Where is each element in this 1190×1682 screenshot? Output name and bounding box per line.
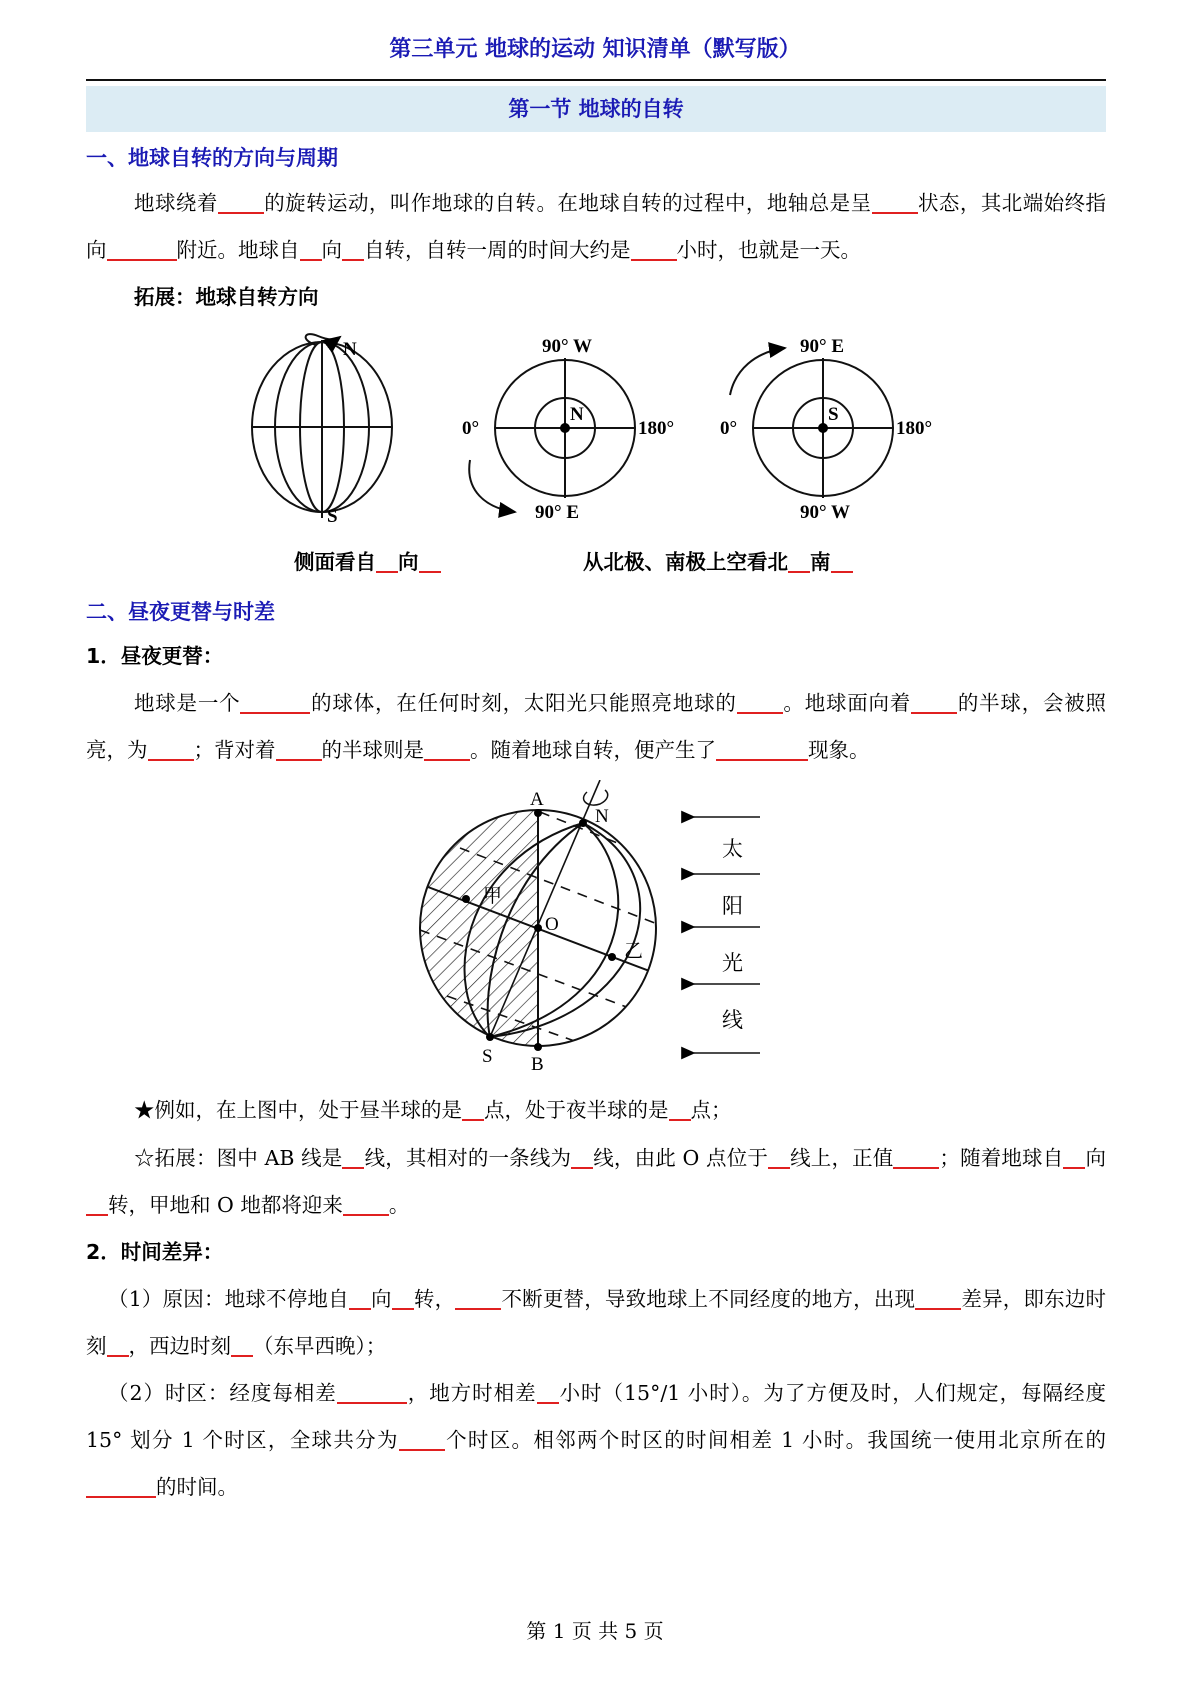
blank[interactable]	[1063, 1147, 1085, 1170]
label-0: 0°	[462, 418, 480, 439]
label-yi: 乙	[624, 941, 644, 962]
north-polar-view	[469, 358, 635, 512]
text: 向	[398, 550, 419, 574]
label-s: S	[327, 506, 338, 527]
blank[interactable]	[343, 1194, 389, 1217]
text: 向	[1085, 1146, 1106, 1170]
blank[interactable]	[218, 192, 264, 215]
label-180: 180°	[896, 418, 933, 439]
label-sunlight: 光	[722, 951, 743, 975]
text: （1）原因：地球不停地自	[108, 1287, 349, 1311]
subheading-time-difference: 2．时间差异：	[86, 1240, 224, 1264]
text: 从北极、南极上空看北	[583, 550, 788, 574]
rotation-direction-diagram	[200, 320, 980, 540]
blank[interactable]	[788, 551, 810, 574]
paragraph-reason	[86, 1276, 1106, 1370]
extension-title: 拓展：地球自转方向	[134, 285, 319, 309]
label-n: N	[343, 339, 357, 360]
text: 。	[388, 1193, 410, 1217]
text: 。随着地球自转，便产生了	[470, 738, 716, 762]
text: 的球体，在任何时刻，太阳光只能照亮地球的	[310, 691, 737, 715]
paragraph-day-night	[86, 680, 1106, 774]
blank[interactable]	[831, 551, 853, 574]
text: （2）时区：经度每相差	[108, 1381, 337, 1405]
blank[interactable]	[392, 1288, 414, 1311]
label-90w: 90° W	[800, 502, 851, 523]
label-sunlight: 线	[722, 1008, 743, 1032]
text: 线上，正值	[790, 1146, 894, 1170]
label-sunlight: 阳	[722, 894, 743, 918]
text: ，西边时刻	[128, 1334, 231, 1358]
text: ；随着地球自	[939, 1146, 1064, 1170]
blank[interactable]	[349, 1288, 371, 1311]
label-90e: 90° E	[800, 336, 845, 357]
blank[interactable]	[911, 692, 957, 715]
label-north-pole: N	[570, 404, 584, 425]
blank[interactable]	[231, 1335, 253, 1358]
blank[interactable]	[893, 1147, 939, 1170]
blank[interactable]	[455, 1288, 501, 1311]
day-night-diagram	[380, 780, 780, 1080]
example-line	[86, 1087, 1106, 1134]
blank[interactable]	[424, 739, 470, 762]
text: 地球是一个	[134, 691, 241, 715]
blank[interactable]	[419, 551, 441, 574]
label-180: 180°	[638, 418, 675, 439]
blank[interactable]	[86, 1476, 156, 1499]
text: 线，由此 O 点位于	[593, 1146, 768, 1170]
label-jia: 甲	[483, 886, 503, 907]
blank[interactable]	[240, 692, 310, 715]
blank[interactable]	[86, 1194, 108, 1217]
blank[interactable]	[276, 739, 322, 762]
text: 地球绕着	[134, 191, 218, 215]
label-b: B	[531, 1054, 544, 1075]
blank[interactable]	[571, 1147, 593, 1170]
text: 点，处于夜半球的是	[484, 1098, 669, 1122]
south-polar-view	[730, 348, 893, 498]
blank[interactable]	[537, 1382, 559, 1405]
blank[interactable]	[342, 239, 364, 262]
text: 向	[321, 238, 342, 262]
text: 的时间。	[156, 1475, 238, 1499]
text: 小时，也就是一天。	[676, 238, 861, 262]
subheading-day-night: 1．昼夜更替：	[86, 644, 224, 668]
label-n: N	[595, 806, 609, 827]
text: 小时（15°/1 小时）。为了方便及时，人们规定，每隔经度 15° 划分 1 个时区，全球共分为	[86, 1381, 1107, 1452]
text: 不断更替，导致地球上不同经度的地方，出现	[501, 1287, 916, 1311]
text: ，地方时相差	[406, 1381, 537, 1405]
text: 点；	[690, 1098, 732, 1122]
blank[interactable]	[300, 239, 322, 262]
heading-rotation-direction: 一、地球自转的方向与周期	[86, 146, 338, 170]
text: 侧面看自	[294, 550, 376, 574]
text: ☆拓展：图中 AB 线是	[134, 1146, 343, 1170]
text: 的半球则是	[321, 738, 424, 762]
text: 的旋转运动，叫作地球的自转。在地球自转的过程中，地轴总是呈	[263, 191, 872, 215]
label-s: S	[482, 1046, 493, 1067]
label-0: 0°	[720, 418, 738, 439]
blank[interactable]	[342, 1147, 364, 1170]
text: 线，其相对的一条线为	[364, 1146, 572, 1170]
blank[interactable]	[376, 551, 398, 574]
text: 。地球面向着	[782, 691, 912, 715]
label-o: O	[545, 914, 559, 935]
blank[interactable]	[872, 192, 918, 215]
text: ★例如，在上图中，处于昼半球的是	[134, 1098, 462, 1122]
blank[interactable]	[107, 1335, 129, 1358]
label-90w: 90° W	[542, 336, 593, 357]
paragraph-rotation	[86, 180, 1106, 274]
label-sunlight: 太	[722, 837, 743, 861]
text: 南	[810, 550, 831, 574]
text: 转，甲地和 O 地都将迎来	[108, 1193, 343, 1217]
blank[interactable]	[737, 692, 783, 715]
side-globe	[252, 334, 392, 518]
extension-paragraph	[86, 1135, 1106, 1229]
text: ；背对着	[193, 738, 276, 762]
text: 附近。地球自	[176, 238, 300, 262]
document-title: 第三单元 地球的运动 知识清单（默写版）	[389, 37, 801, 62]
blank[interactable]	[768, 1147, 790, 1170]
blank[interactable]	[716, 739, 808, 762]
text: 自转，自转一周的时间大约是	[364, 238, 631, 262]
blank[interactable]	[399, 1429, 445, 1452]
text: （东早西晚）；	[253, 1334, 387, 1358]
section-banner: 第一节 地球的自转	[86, 86, 1106, 132]
title-rule	[86, 79, 1106, 81]
blank[interactable]	[669, 1099, 691, 1122]
label-90e: 90° E	[535, 502, 580, 523]
page-number: 第 1 页 共 5 页	[526, 1619, 664, 1643]
label-south-pole: S	[828, 404, 839, 425]
label-a: A	[530, 789, 544, 810]
text: 个时区。相邻两个时区的时间相差 1 小时。我国统一使用北京所在的	[444, 1428, 1106, 1452]
blank[interactable]	[915, 1288, 961, 1311]
text: 转，	[413, 1287, 456, 1311]
blank[interactable]	[107, 239, 177, 262]
blank[interactable]	[337, 1382, 407, 1405]
text: 的半球，会被照亮，为	[86, 691, 1107, 762]
caption-polar-view	[583, 539, 853, 586]
caption-side-view	[294, 539, 441, 586]
heading-day-night: 二、昼夜更替与时差	[86, 600, 275, 624]
text: 向	[370, 1287, 392, 1311]
blank[interactable]	[631, 239, 677, 262]
text: 状态，其北端始终指向	[86, 191, 1107, 262]
text: 现象。	[808, 738, 870, 762]
blank[interactable]	[462, 1099, 484, 1122]
paragraph-time-zone	[86, 1370, 1106, 1511]
blank[interactable]	[148, 739, 194, 762]
text: 差异，即东边时刻	[86, 1287, 1107, 1358]
